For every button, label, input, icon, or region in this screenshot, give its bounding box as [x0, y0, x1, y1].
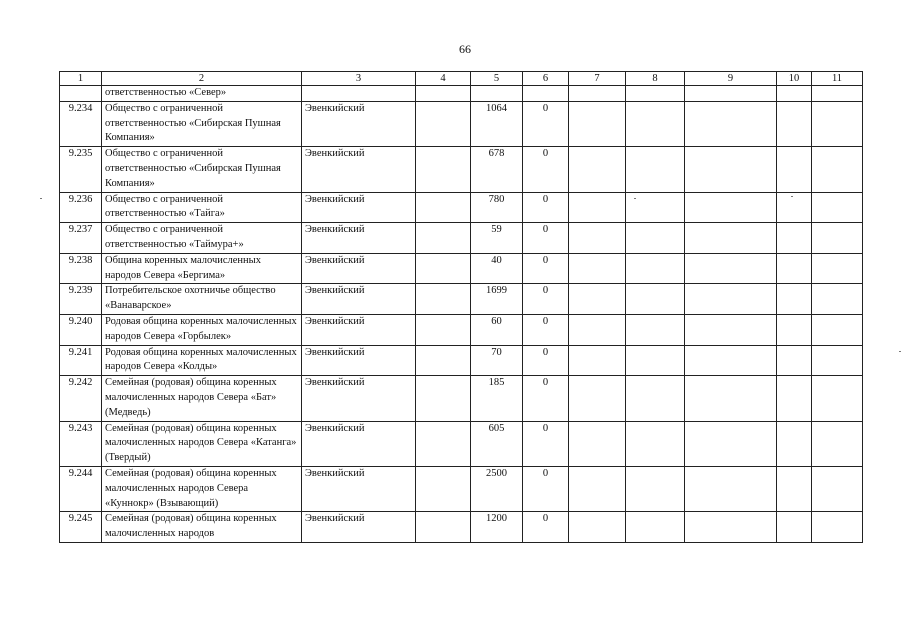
col-11-value [812, 253, 863, 284]
col-10-value [777, 284, 812, 315]
col-7-value [569, 345, 626, 376]
col-8-value [626, 101, 685, 146]
column-header: 9 [685, 72, 777, 86]
col-11-value [812, 86, 863, 102]
column-header: 1 [60, 72, 102, 86]
row-number: 9.245 [60, 512, 102, 543]
district [302, 86, 416, 102]
col-9-value [685, 376, 777, 421]
table-row [60, 101, 863, 146]
area-value: 2500 [471, 466, 523, 511]
col-4-value [416, 192, 471, 223]
area-value [471, 86, 523, 102]
row-number: 9.234 [60, 101, 102, 146]
table-row [60, 192, 863, 223]
table-row [60, 314, 863, 345]
col-7-value [569, 147, 626, 192]
organization-name: Семейная (родовая) община коренных малочисленных народов [102, 512, 302, 543]
row-number: 9.236 [60, 192, 102, 223]
district: Эвенкийский [302, 101, 416, 146]
area-value: 185 [471, 376, 523, 421]
col-9-value [685, 314, 777, 345]
col-6-value: 0 [523, 345, 569, 376]
col-10-value [777, 101, 812, 146]
row-number: 9.239 [60, 284, 102, 315]
col-6-value: 0 [523, 421, 569, 466]
col-11-value [812, 466, 863, 511]
col-7-value [569, 223, 626, 254]
table-row [60, 86, 863, 102]
col-8-value [626, 421, 685, 466]
col-4-value [416, 147, 471, 192]
district: Эвенкийский [302, 192, 416, 223]
col-7-value [569, 512, 626, 543]
col-10-value [777, 345, 812, 376]
col-7-value [569, 86, 626, 102]
col-8-value [626, 253, 685, 284]
col-6-value: 0 [523, 101, 569, 146]
col-4-value [416, 512, 471, 543]
organization-name: Община коренных малочисленных народов Севера «Бергима» [102, 253, 302, 284]
col-9-value [685, 345, 777, 376]
area-value: 1200 [471, 512, 523, 543]
col-9-value [685, 512, 777, 543]
col-8-value [626, 284, 685, 315]
column-header: 4 [416, 72, 471, 86]
district: Эвенкийский [302, 284, 416, 315]
col-11-value [812, 284, 863, 315]
col-7-value [569, 421, 626, 466]
table-row [60, 253, 863, 284]
col-10-value [777, 192, 812, 223]
col-7-value [569, 314, 626, 345]
col-8-value [626, 86, 685, 102]
organization-name: Семейная (родовая) община коренных малочисленных народов Севера «Бат» (Медведь) [102, 376, 302, 421]
organization-name: Общество с ограниченной ответственностью «Таймура+» [102, 223, 302, 254]
area-value: 605 [471, 421, 523, 466]
col-11-value [812, 314, 863, 345]
col-10-value [777, 223, 812, 254]
col-6-value: 0 [523, 284, 569, 315]
col-10-value [777, 376, 812, 421]
district: Эвенкийский [302, 376, 416, 421]
col-4-value [416, 345, 471, 376]
organization-name: Родовая община коренных малочисленных народов Севера «Горбылек» [102, 314, 302, 345]
table-row [60, 284, 863, 315]
area-value: 1699 [471, 284, 523, 315]
district: Эвенкийский [302, 223, 416, 254]
row-number: 9.237 [60, 223, 102, 254]
col-9-value [685, 86, 777, 102]
table-row [60, 466, 863, 511]
col-11-value [812, 223, 863, 254]
organization-name: Потребительское охотничье общество «Ванаварское» [102, 284, 302, 315]
organization-name: Родовая община коренных малочисленных народов Севера «Колды» [102, 345, 302, 376]
district: Эвенкийский [302, 512, 416, 543]
col-9-value [685, 421, 777, 466]
scan-speck [899, 351, 901, 352]
col-10-value [777, 421, 812, 466]
table-row [60, 147, 863, 192]
page-number: 66 [459, 42, 471, 56]
col-11-value [812, 101, 863, 146]
district: Эвенкийский [302, 421, 416, 466]
col-11-value [812, 192, 863, 223]
col-4-value [416, 376, 471, 421]
col-4-value [416, 421, 471, 466]
col-8-value [626, 314, 685, 345]
col-8-value [626, 147, 685, 192]
registry-table [59, 71, 863, 543]
area-value: 1064 [471, 101, 523, 146]
col-10-value [777, 512, 812, 543]
row-number: 9.242 [60, 376, 102, 421]
organization-name: ответственностью «Север» [102, 86, 302, 102]
area-value: 40 [471, 253, 523, 284]
col-6-value: 0 [523, 147, 569, 192]
col-11-value [812, 376, 863, 421]
row-number [60, 86, 102, 102]
table-row [60, 376, 863, 421]
col-4-value [416, 223, 471, 254]
organization-name: Семейная (родовая) община коренных малочисленных народов Севера «Катанга» (Твердый) [102, 421, 302, 466]
col-10-value [777, 466, 812, 511]
header-row [60, 72, 863, 86]
col-6-value: 0 [523, 223, 569, 254]
col-11-value [812, 421, 863, 466]
table-row [60, 512, 863, 543]
row-number: 9.244 [60, 466, 102, 511]
column-header: 7 [569, 72, 626, 86]
district: Эвенкийский [302, 345, 416, 376]
col-8-value [626, 376, 685, 421]
col-6-value: 0 [523, 192, 569, 223]
col-8-value [626, 223, 685, 254]
col-8-value [626, 466, 685, 511]
table-row [60, 421, 863, 466]
district: Эвенкийский [302, 253, 416, 284]
district: Эвенкийский [302, 147, 416, 192]
col-11-value [812, 345, 863, 376]
area-value: 60 [471, 314, 523, 345]
row-number: 9.243 [60, 421, 102, 466]
table-row [60, 345, 863, 376]
scan-speck [634, 198, 636, 199]
col-7-value [569, 192, 626, 223]
col-4-value [416, 284, 471, 315]
row-number: 9.235 [60, 147, 102, 192]
column-header: 5 [471, 72, 523, 86]
organization-name: Общество с ограниченной ответственностью «Тайга» [102, 192, 302, 223]
col-9-value [685, 284, 777, 315]
column-header: 11 [812, 72, 863, 86]
col-10-value [777, 314, 812, 345]
col-6-value: 0 [523, 512, 569, 543]
col-10-value [777, 86, 812, 102]
area-value: 780 [471, 192, 523, 223]
col-7-value [569, 101, 626, 146]
col-7-value [569, 253, 626, 284]
col-6-value: 0 [523, 466, 569, 511]
column-header: 10 [777, 72, 812, 86]
organization-name: Общество с ограниченной ответственностью «Сибирская Пушная Компания» [102, 147, 302, 192]
col-11-value [812, 512, 863, 543]
row-number: 9.241 [60, 345, 102, 376]
area-value: 70 [471, 345, 523, 376]
col-4-value [416, 466, 471, 511]
col-7-value [569, 466, 626, 511]
column-header: 6 [523, 72, 569, 86]
column-header: 3 [302, 72, 416, 86]
organization-name: Семейная (родовая) община коренных малочисленных народов Севера «Куннокр» (Взывающий) [102, 466, 302, 511]
scan-speck [791, 196, 793, 197]
organization-name: Общество с ограниченной ответственностью «Сибирская Пушная Компания» [102, 101, 302, 146]
scan-speck [40, 198, 42, 199]
col-9-value [685, 192, 777, 223]
col-10-value [777, 253, 812, 284]
table-row [60, 223, 863, 254]
col-4-value [416, 253, 471, 284]
col-6-value: 0 [523, 314, 569, 345]
column-header: 8 [626, 72, 685, 86]
col-4-value [416, 101, 471, 146]
col-9-value [685, 223, 777, 254]
col-8-value [626, 512, 685, 543]
col-7-value [569, 376, 626, 421]
col-4-value [416, 314, 471, 345]
area-value: 678 [471, 147, 523, 192]
col-6-value: 0 [523, 376, 569, 421]
col-8-value [626, 192, 685, 223]
area-value: 59 [471, 223, 523, 254]
col-4-value [416, 86, 471, 102]
col-7-value [569, 284, 626, 315]
row-number: 9.240 [60, 314, 102, 345]
row-number: 9.238 [60, 253, 102, 284]
col-6-value [523, 86, 569, 102]
district: Эвенкийский [302, 314, 416, 345]
district: Эвенкийский [302, 466, 416, 511]
col-9-value [685, 466, 777, 511]
col-9-value [685, 147, 777, 192]
col-11-value [812, 147, 863, 192]
column-header: 2 [102, 72, 302, 86]
col-10-value [777, 147, 812, 192]
col-9-value [685, 101, 777, 146]
col-8-value [626, 345, 685, 376]
col-6-value: 0 [523, 253, 569, 284]
col-9-value [685, 253, 777, 284]
